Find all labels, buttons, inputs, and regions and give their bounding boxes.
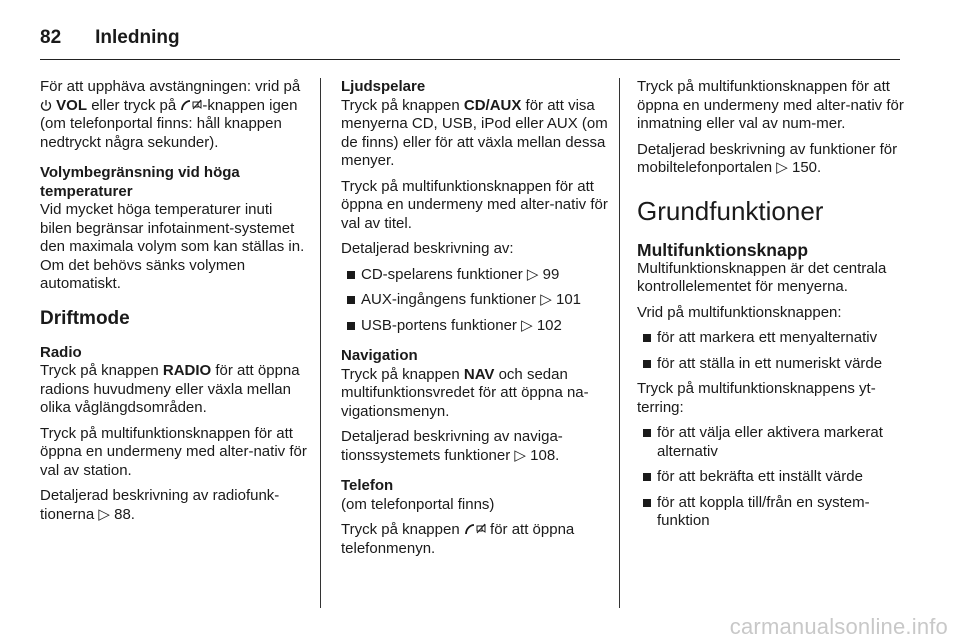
radio-key: RADIO [162,362,212,379]
tryck-text: Tryck på multifunktionsknappens yt-terring: [637,380,876,416]
telefon-heading: Telefon [341,477,394,494]
page-ref-icon: ▷ [514,446,526,464]
column-separator-2 [619,78,620,608]
volym-text: Vid mycket höga temperaturer inuti bilen begränsar infotainment-systemet den maximala volym som kan ställas in. Om det behövs sänks volymen automatiskt. [40,201,305,292]
vol-key: VOL [56,96,88,114]
ljud-paragraph-3: Detaljerad beskrivning av: [341,240,514,257]
list-item: för att koppla till/från en system-funktion [637,494,907,531]
page-number: 82 [40,27,62,48]
list-item: USB-portens funktioner ▷ 102 [341,317,608,336]
unmute-paragraph: För att upphäva avstängningen: vrid på VOL eller tryck på -knappen igen (om telefonportal finns: håll knappen nedtryckt några sekunder). [40,78,301,151]
page-ref: 88. [114,505,135,523]
tel-paragraph-2: Tryck på knappen för att öppna telefonmenyn. [341,521,575,557]
vrid-list [637,329,907,373]
header-rule [40,59,900,60]
column-2 [341,78,608,565]
nav-key: NAV [463,365,495,383]
volym-heading: Volymbegränsning vid höga temperaturer [40,164,240,200]
nav-paragraph-1: Tryck på knappen NAV och sedan multifunktionsvredet för att öppna na-vigationsmenyn. [341,365,589,420]
radio-heading: Radio [40,343,82,361]
page-header [40,18,900,58]
grundfunktioner-heading: Grundfunktioner [637,195,824,226]
radio-paragraph-2: Tryck på multifunktionsknappen för att öppna en undermeny med alter-nativ för val av station. [40,424,307,479]
column-3 [637,78,907,538]
list-item: för att välja eller aktivera markerat alternativ [637,424,907,461]
list-item: för att markera ett menyalternativ [637,329,907,348]
phone-mute-icon [464,523,486,536]
col3-paragraph-1: Tryck på multifunktionsknappen för att öppna en undermeny med alter-nativ för inmatning eller val av num-mer. [637,78,904,132]
phone-mute-icon [180,99,202,112]
ljud-paragraph-2: Tryck på multifunktionsknappen för att öppna en undermeny med alter-nativ för val av titel. [341,177,608,232]
page-ref-icon: ▷ [98,505,110,523]
list-item: CD-spelarens funktioner ▷ 99 [341,266,608,285]
radio-paragraph-3: Detaljerad beskrivning av radiofunk-tionerna ▷ 88. [40,487,280,523]
navigation-heading: Navigation [341,347,418,364]
multifunktionsknapp-heading: Multifunktionsknapp [637,239,809,260]
page-ref-icon: ▷ [776,159,788,176]
tryck-list [637,424,907,531]
page-ref-icon: ▷ [526,265,539,283]
list-item: för att bekräfta ett inställt värde [637,468,907,487]
driftmode-heading: Driftmode [40,307,130,329]
page-ref-icon: ▷ [521,316,533,334]
cd-aux-key: CD/AUX [463,96,522,114]
watermark: carmanualsonline.info [729,614,948,639]
radio-paragraph-1: Tryck på knappen RADIO för att öppna radions huvudmeny eller växla mellan olika våglängdsområden. [40,362,300,416]
column-1 [40,78,308,531]
power-icon [40,99,52,112]
ljud-list [341,266,608,336]
col3-paragraph-2: Detaljerad beskrivning av funktioner för mobiltelefonportalen ▷ 150. [637,140,898,176]
ljudspelare-heading: Ljudspelare [341,78,426,95]
page-ref-icon: ▷ [540,291,552,308]
tel-paragraph-1: (om telefonportal finns) [341,495,495,513]
chapter-title: Inledning [95,27,180,48]
nav-paragraph-2: Detaljerad beskrivning av naviga-tionssystemets funktioner ▷ 108. [341,428,563,464]
list-item: AUX-ingångens funktioner ▷ 101 [341,291,608,310]
ljud-paragraph-1: Tryck på knappen CD/AUX för att visa menyerna CD, USB, iPod eller AUX (om de finns) eller för att växla mellan dessa menyer. [341,96,608,169]
vrid-text: Vrid på multifunktionsknappen: [637,303,842,321]
column-separator-1 [320,78,321,608]
multi-text: Multifunktionsknappen är det centrala kontrollelementet för menyerna. [637,259,887,295]
list-item: för att ställa in ett numeriskt värde [637,355,907,374]
